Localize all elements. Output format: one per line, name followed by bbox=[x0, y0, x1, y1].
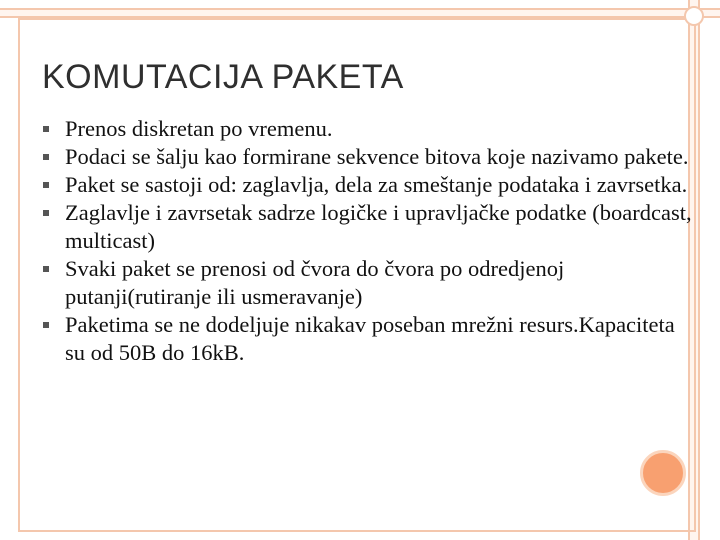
bullet-item bbox=[42, 311, 692, 367]
frame-corner-ornament bbox=[684, 6, 704, 26]
square-bullet-icon bbox=[43, 182, 49, 188]
bullet-text: Svaki paket se prenosi od čvora do čvora po odredjenoj putanji(rutiranje ili usmeravanje) bbox=[65, 256, 565, 309]
bullet-text: Paket se sastoji od: zaglavlja, dela za smeštanje podataka i zavrsetka. bbox=[65, 172, 688, 197]
bullet-list bbox=[42, 115, 692, 367]
bullet-item bbox=[42, 171, 692, 199]
square-bullet-icon bbox=[43, 266, 49, 272]
bullet-text: Paketima se ne dodeljuje nikakav poseban mrežni resurs.Kapaciteta su od 50B do 16kB. bbox=[65, 312, 675, 365]
decorative-circle-icon bbox=[640, 450, 686, 496]
square-bullet-icon bbox=[43, 154, 49, 160]
bullet-text: Podaci se šalju kao formirane sekvence bitova koje nazivamo pakete. bbox=[65, 144, 689, 169]
bullet-item bbox=[42, 115, 692, 143]
frame-top-band bbox=[0, 8, 720, 18]
bullet-item bbox=[42, 255, 692, 311]
bullet-item bbox=[42, 143, 692, 171]
bullet-item bbox=[42, 199, 692, 255]
bullet-text: Prenos diskretan po vremenu. bbox=[65, 116, 333, 141]
square-bullet-icon bbox=[43, 126, 49, 132]
bullet-text: Zaglavlje i zavrsetak sadrze logičke i upravljačke podatke (boardcast, multicast) bbox=[65, 200, 692, 253]
square-bullet-icon bbox=[43, 210, 49, 216]
square-bullet-icon bbox=[43, 322, 49, 328]
slide-title: KOMUTACIJA PAKETA bbox=[42, 58, 404, 96]
